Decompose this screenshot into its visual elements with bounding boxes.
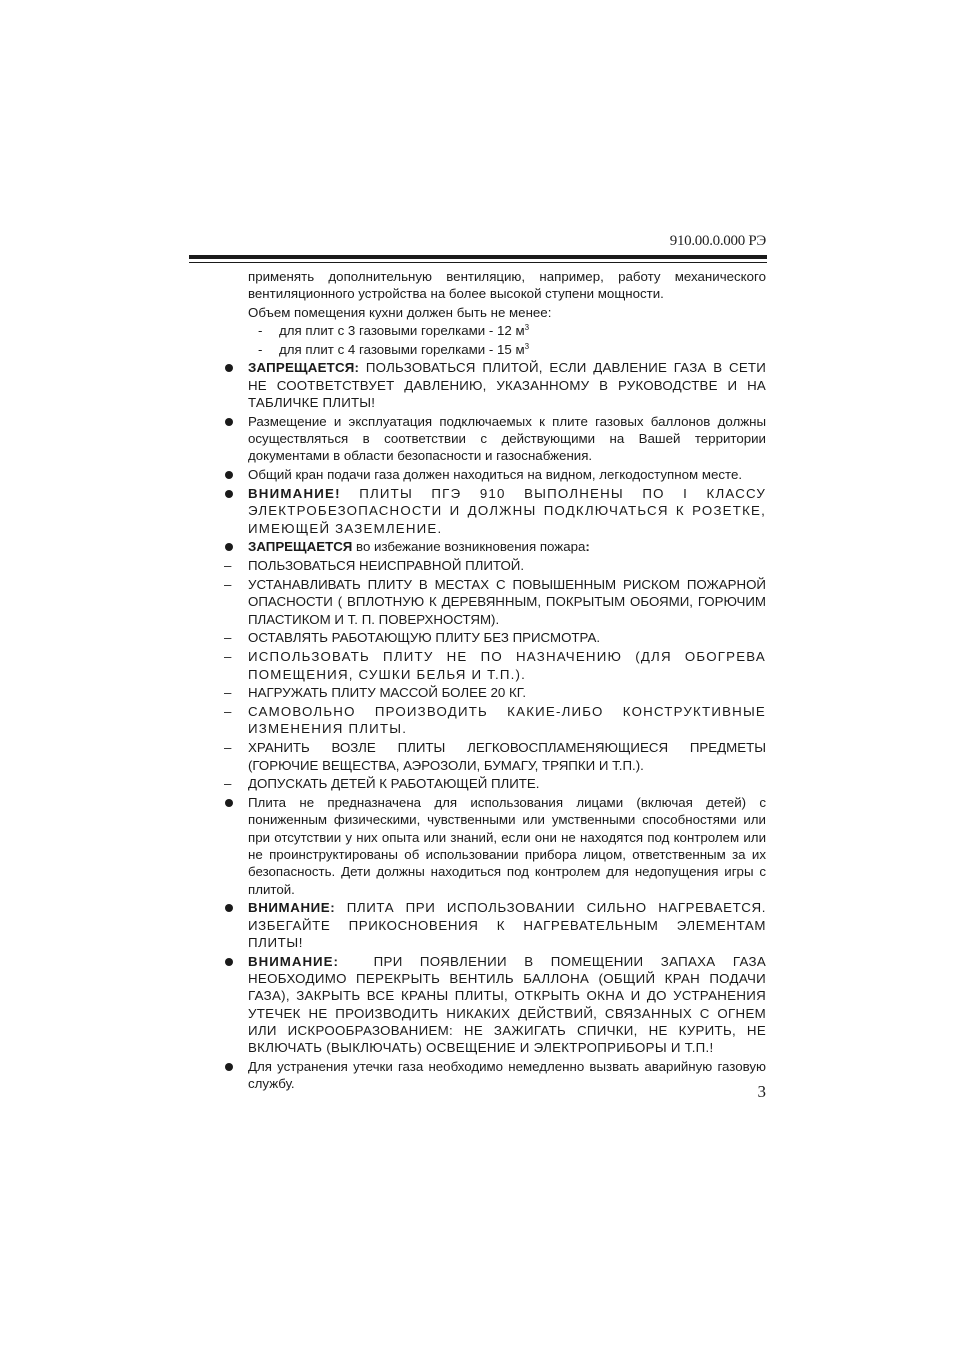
superscript: 3 — [524, 341, 530, 351]
dash-marker: - — [258, 341, 263, 357]
bullet-text: Для устранения утечки газа необходимо немедленно вызвать аварийную газовую службу. — [248, 1059, 766, 1092]
bold-label: ВНИМАНИЕ! — [248, 486, 341, 502]
header-rule-thick — [189, 255, 767, 259]
superscript: 3 — [524, 322, 530, 332]
bullet-text: ПЛИТЫ ПГЭ 910 ВЫПОЛНЕНЫ ПО I КЛАССУ ЭЛЕКТРОБЕЗОПАСНОСТИ И ДОЛЖНЫ ПОДКЛЮЧАТЬСЯ К РОЗЕТКЕ, ИМЕЮЩЕЙ ЗАЗЕМЛЕНИЕ. — [248, 486, 766, 536]
dash-item — [222, 775, 766, 792]
dash-item — [222, 684, 766, 701]
bullet-text: ПЛИТА ПРИ ИСПОЛЬЗОВАНИИ СИЛЬНО НАГРЕВАЕТСЯ. ИЗБЕГАЙТЕ ПРИКОСНОВЕНИЯ К НАГРЕВАТЕЛЬНЫМ ЭЛЕМЕНТАМ ПЛИТЫ! — [248, 900, 766, 950]
bullet-icon — [225, 490, 233, 498]
bullet-item — [222, 953, 770, 1057]
dash-text: ДОПУСКАТЬ ДЕТЕЙ К РАБОТАЮЩЕЙ ПЛИТЕ. — [248, 776, 540, 792]
bullet-item — [222, 413, 766, 465]
dash-item — [222, 576, 766, 628]
intro-text: применять дополнительную вентиляцию, например, работу механического вентиляционного устройства на более высокой ступени мощности. — [248, 269, 766, 302]
sub-item-text: для плит с 3 газовыми горелками - 12 м — [279, 322, 525, 338]
dash-item — [222, 703, 766, 738]
dash-text: ПОЛЬЗОВАТЬСЯ НЕИСПРАВНОЙ ПЛИТОЙ. — [248, 558, 525, 574]
bullet-icon — [225, 418, 233, 426]
dash-marker: – — [224, 558, 232, 574]
header-rule-thin — [189, 262, 767, 263]
room-volume-paragraph — [222, 304, 766, 321]
bullet-icon — [225, 904, 233, 912]
room-volume-text: Объем помещения кухни должен быть не менее: — [248, 304, 552, 320]
dash-text: НАГРУЖАТЬ ПЛИТУ МАССОЙ БОЛЕЕ 20 КГ. — [248, 685, 527, 701]
dash-marker: – — [224, 704, 233, 720]
bullet-item — [222, 359, 766, 411]
sub-item-text: для плит с 4 газовыми горелками - 15 м — [279, 341, 525, 357]
bullet-text: ПОЛЬЗОВАТЬСЯ ПЛИТОЙ, ЕСЛИ ДАВЛЕНИЕ ГАЗА В СЕТИ НЕ СООТВЕТСТВУЕТ ДАВЛЕНИЮ, УКАЗАННОМУ В РУКОВОДСТВЕ И НА ТАБЛИЧКЕ ПЛИТЫ! — [248, 360, 766, 411]
bullet-icon — [225, 471, 233, 479]
bullet-icon — [225, 1063, 233, 1071]
document-code: 910.00.0.000 РЭ — [669, 233, 766, 249]
bullet-text: Плита не предназначена для использования лицами (включая детей) с пониженным физическими, чувственными или умственными способностями или при отсутствии у них опыта или знаний, если они не находятся под контролем или не проинструктированы об использовании прибора лицом, ответственным за их безопасность. Дети должны находиться под контролем для недопущения игры с плитой. — [248, 795, 766, 897]
dash-text: ХРАНИТЬ ВОЗЛЕ ПЛИТЫ ЛЕГКОВОСПЛАМЕНЯЮЩИЕСЯ ПРЕДМЕТЫ (ГОРЮЧИЕ ВЕЩЕСТВА, АЭРОЗОЛИ, БУМАГУ, ТРЯПКИ И Т.П.). — [248, 740, 766, 773]
bullet-item — [222, 899, 766, 951]
bold-label: ВНИМАНИЕ: — [248, 900, 336, 916]
sub-item-4-burners — [222, 341, 766, 358]
bullet-icon — [225, 958, 233, 966]
bold-label: ЗАПРЕЩАЕТСЯ: — [248, 360, 360, 376]
dash-text: САМОВОЛЬНО ПРОИЗВОДИТЬ КАКИЕ-ЛИБО КОНСТРУКТИВНЫЕ ИЗМЕНЕНИЯ ПЛИТЫ. — [248, 704, 766, 737]
bullet-item — [222, 538, 766, 555]
dash-marker: – — [224, 649, 233, 665]
dash-marker: – — [224, 577, 232, 593]
colon: : — [585, 539, 590, 555]
dash-item — [222, 648, 766, 683]
bullet-item — [222, 466, 766, 483]
bullet-icon — [225, 364, 233, 372]
dash-item — [222, 629, 766, 646]
dash-item — [222, 739, 766, 774]
bullet-text: во избежание возникновения пожара — [352, 539, 586, 555]
page-number: 3 — [757, 1082, 766, 1101]
dash-text: ИСПОЛЬЗОВАТЬ ПЛИТУ НЕ ПО НАЗНАЧЕНИЮ (ДЛЯ ОБОГРЕВА ПОМЕЩЕНИЯ, СУШКИ БЕЛЬЯ И Т.П.). — [248, 649, 766, 682]
dash-marker: – — [224, 740, 232, 756]
sub-item-3-burners — [222, 322, 766, 339]
bullet-text: Общий кран подачи газа должен находиться на видном, легкодоступном месте. — [248, 467, 743, 483]
bullet-text: Размещение и эксплуатация подключаемых к плите газовых баллонов должны осуществляться в соответствии с действующими на Вашей территории документами в области безопасности и газоснабжения. — [248, 413, 766, 464]
bullet-item — [222, 485, 766, 537]
intro-paragraph — [222, 268, 766, 303]
bold-label: ВНИМАНИЕ: — [248, 953, 339, 969]
bold-label: ЗАПРЕЩАЕТСЯ — [248, 539, 353, 555]
bullet-item — [222, 1058, 766, 1093]
dash-item — [222, 557, 766, 574]
dash-marker: - — [258, 322, 263, 338]
dash-text: ОСТАВЛЯТЬ РАБОТАЮЩУЮ ПЛИТУ БЕЗ ПРИСМОТРА. — [248, 630, 601, 646]
dash-marker: – — [224, 776, 232, 792]
bullet-icon — [225, 543, 233, 551]
dash-text: УСТАНАВЛИВАТЬ ПЛИТУ В МЕСТАХ С ПОВЫШЕННЫМ РИСКОМ ПОЖАРНОЙ ОПАСНОСТИ ( ВПЛОТНУЮ К ДЕРЕВЯННЫМ, ПОКРЫТЫМ ОБОЯМИ, ГОРЮЧИМ ПЛАСТИКОМ И Т. П. ПОВЕРХНОСТЯМ). — [248, 577, 766, 627]
dash-marker: – — [224, 630, 232, 646]
bullet-text: ПРИ ПОЯВЛЕНИИ В ПОМЕЩЕНИИ ЗАПАХА ГАЗА НЕОБХОДИМО ПЕРЕКРЫТЬ ВЕНТИЛЬ БАЛЛОНА (ОБЩИЙ КРАН ПОДАЧИ ГАЗА), ЗАКРЫТЬ ВСЕ КРАНЫ ПЛИТЫ, ОТКРЫТЬ ОКНА И ДО УСТРАНЕНИЯ УТЕЧЕК НЕ ПРОИЗВОДИТЬ НИКАКИХ ДЕЙСТВИЙ, СВЯЗАННЫХ С ОГНЕМ ИЛИ ИСКРООБРАЗОВАНИЕМ: НЕ ЗАЖИГАТЬ СПИЧКИ, НЕ КУРИТЬ, НЕ ВКЛЮЧАТЬ (ВЫКЛЮЧАТЬ) ОСВЕЩЕНИЕ И ЭЛЕКТРОПРИБОРЫ И Т.П.! — [248, 953, 770, 1056]
page-content — [222, 268, 770, 1094]
bullet-icon — [225, 799, 233, 807]
dash-marker: – — [224, 685, 232, 701]
bullet-item — [222, 794, 766, 898]
